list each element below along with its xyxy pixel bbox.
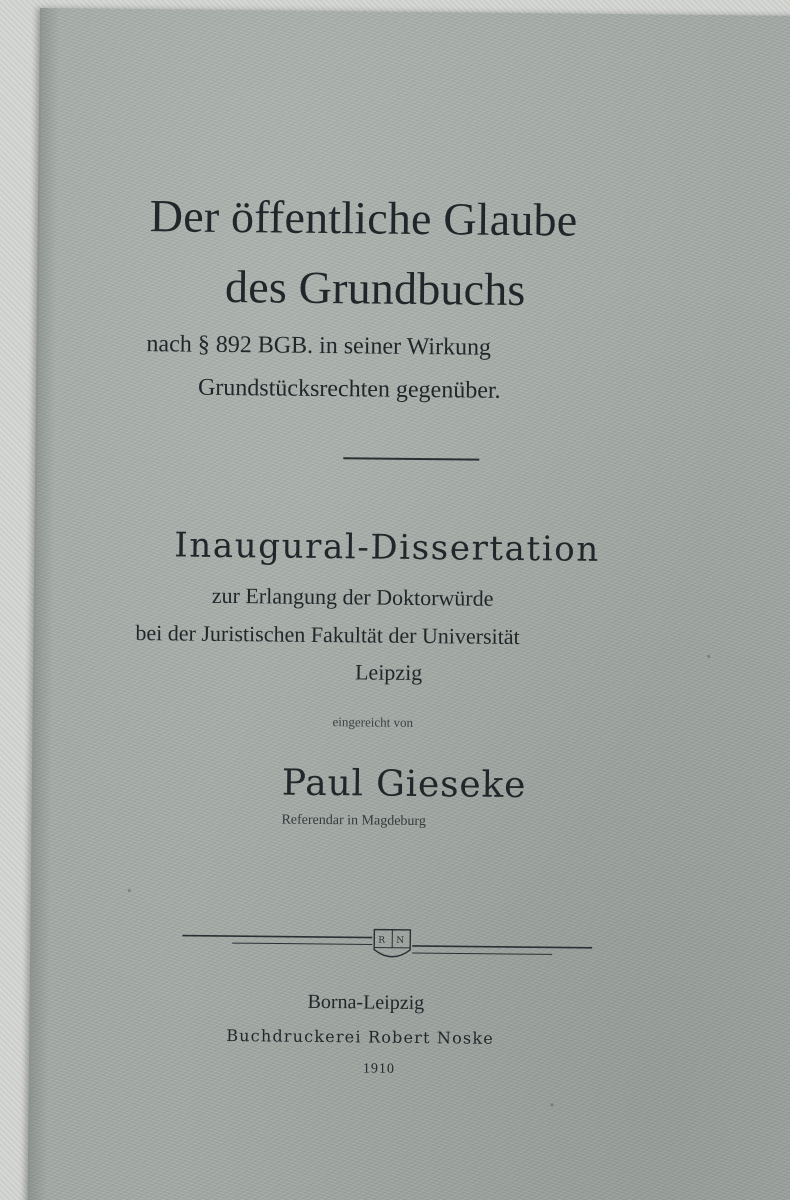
author-name: Paul Gieseke: [281, 762, 527, 807]
author-title: Referendar in Magdeburg: [281, 812, 426, 830]
printer-ornament: [182, 924, 602, 968]
purpose-line-3: Leipzig: [354, 659, 423, 686]
dissertation-heading: Inaugural-Dissertation: [174, 525, 601, 570]
title-line-1: Der öffentliche Glaube: [149, 190, 578, 246]
publication-year: 1910: [362, 1061, 395, 1077]
subtitle-line-1: nach § 892 BGB. in seiner Wirkung: [146, 331, 492, 361]
title-line-2: des Grundbuchs: [224, 260, 526, 316]
title-divider: [343, 457, 479, 460]
subtitle-line-2: Grundstücksrechten gegenüber.: [197, 374, 501, 404]
printer-name: Buchdruckerei Robert Noske: [226, 1026, 495, 1048]
svg-text:R: R: [378, 935, 386, 946]
publication-place: Borna-Leipzig: [307, 990, 425, 1015]
paper-speck: [128, 889, 131, 892]
spine-shadow: [29, 8, 60, 1200]
purpose-line-2: bei der Juristischen Fakultät der Universität: [135, 620, 520, 650]
purpose-line-1: zur Erlangung der Doktorwürde: [211, 582, 494, 611]
paper-speck: [551, 1103, 554, 1106]
svg-text:N: N: [396, 935, 405, 946]
paper-speck: [707, 655, 710, 658]
submitted-by-label: eingereicht von: [332, 714, 414, 730]
ornament-rule-icon: [182, 924, 602, 968]
book-cover: [27, 8, 790, 1200]
